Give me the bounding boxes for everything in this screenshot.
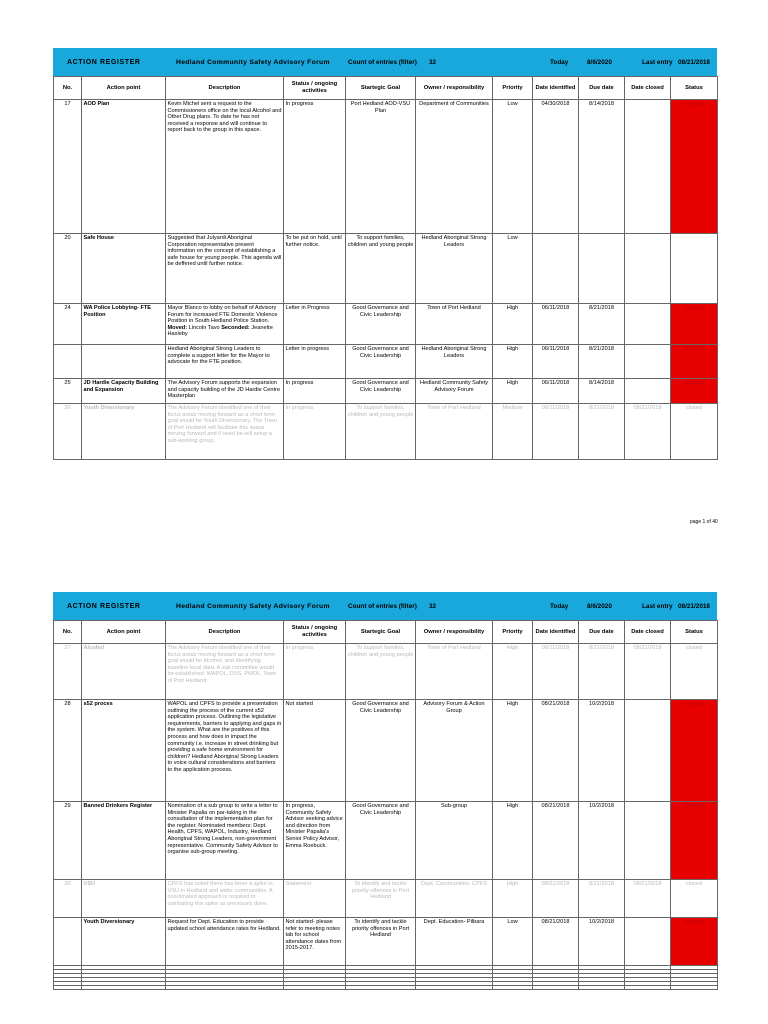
- cell-status-overdue: overdue: [671, 918, 718, 966]
- cell-owner: Dept. Education- Pilbara: [416, 918, 493, 966]
- cell-action: Safe House: [82, 234, 166, 304]
- count-value: 32: [429, 602, 437, 610]
- col-header-strategic-goal: Startegic Goal: [346, 621, 416, 644]
- cell-date-identified: 06/11/2018: [533, 644, 579, 700]
- col-header-action-point: Action point: [82, 77, 166, 100]
- col-header-status-ongoing: Status / ongoing activities: [284, 77, 346, 100]
- cell-priority: Low: [493, 100, 533, 234]
- cell-owner: Hedland Community Safety Advisory Forum: [416, 379, 493, 404]
- cell-due-date: 10/2/2018: [579, 802, 625, 880]
- cell-owner: Advisory Forum & Action Group: [416, 700, 493, 802]
- cell-owner: Town of Port Hedland: [416, 304, 493, 345]
- today-value: 8/6/2020: [587, 58, 612, 66]
- cell-date-identified: 06/11/2018: [533, 345, 579, 379]
- count-value: 32: [429, 58, 437, 66]
- cell-priority: High: [493, 379, 533, 404]
- col-header-due-date: Due date: [579, 77, 625, 100]
- register-label: ACTION REGISTER: [67, 58, 141, 66]
- cell-date-closed: [625, 100, 671, 234]
- cell-status-ongoing: To be put on hold, until further notice.: [284, 234, 346, 304]
- cell-status-overdue: overdue: [671, 700, 718, 802]
- table-row: [54, 700, 718, 802]
- table-row: [54, 644, 718, 700]
- cell-owner: Dept. Communities- CPFS: [416, 880, 493, 918]
- cell-date-closed: 08/21/2018: [625, 404, 671, 460]
- cell-priority: High: [493, 304, 533, 345]
- cell-action: [82, 345, 166, 379]
- cell-description: The Advisory Forum identified one of their focus areas moving forward as a short term goal would be Alcohol, and identifying baseline local data. A sub committee would be established: WAPOL, DSS, PMOL, Town of Port Hedland: [166, 644, 284, 700]
- register-sheet-2: [53, 592, 717, 990]
- cell-date-identified: 06/11/2018: [533, 404, 579, 460]
- cell-date-closed: [625, 345, 671, 379]
- cell-no: [54, 345, 82, 379]
- cell-date-closed: 08/21/2018: [625, 644, 671, 700]
- cell-due-date: [579, 234, 625, 304]
- cell-date-closed: [625, 700, 671, 802]
- cell-status-overdue: overdue: [671, 379, 718, 404]
- action-register-table: [53, 620, 718, 990]
- table-row: [54, 379, 718, 404]
- count-label: Count of entries (filter): [348, 58, 417, 66]
- register-header-bar: [53, 592, 717, 620]
- cell-owner: Sub-group: [416, 802, 493, 880]
- cell-description: WAPOL and CPFS to provide a presentation outlining the process of the current s52 application process. Outlining the legislative requirements, barriers to applying and gaps in the system. What are the positives of this process and how does in impact the community i.e. increase in street drinking but providing a safe home environment for children? Hedland Aboriginal Strong Leaders to voice cultural considerations and barriers to the application process.: [166, 700, 284, 802]
- cell-date-identified: [533, 234, 579, 304]
- col-header-strategic-goal: Startegic Goal: [346, 77, 416, 100]
- cell-status-ongoing: Statement: [284, 880, 346, 918]
- col-header-description: Description: [166, 77, 284, 100]
- register-header-bar: [53, 48, 717, 76]
- forum-title: Hedland Community Safety Advisory Forum: [176, 58, 330, 66]
- cell-status-overdue: overdue: [671, 304, 718, 345]
- cell-date-closed: [625, 234, 671, 304]
- col-header-date-identified: Date identified: [533, 77, 579, 100]
- cell-no: 30: [54, 880, 82, 918]
- cell-action: Youth Diversionary: [82, 918, 166, 966]
- table-header-row: [54, 77, 718, 100]
- today-value: 8/6/2020: [587, 602, 612, 610]
- cell-no: 17: [54, 100, 82, 234]
- today-label: Today: [550, 58, 569, 66]
- cell-action: Banned Drinkers Register: [82, 802, 166, 880]
- cell-priority: Medium: [493, 404, 533, 460]
- register-sheet-1: [53, 48, 717, 460]
- col-header-status: Status: [671, 621, 718, 644]
- table-row: [54, 880, 718, 918]
- cell-priority: High: [493, 644, 533, 700]
- cell-owner: Hedland Aboriginal Strong Leaders: [416, 345, 493, 379]
- cell-status-overdue: overdue: [671, 100, 718, 234]
- page-number: page 1 of 40: [690, 519, 718, 525]
- col-header-date-closed: Date closed: [625, 621, 671, 644]
- cell-no: 20: [54, 234, 82, 304]
- register-label: ACTION REGISTER: [67, 602, 141, 610]
- cell-status-ongoing: Letter in progress: [284, 345, 346, 379]
- cell-no: [54, 918, 82, 966]
- table-row: [54, 100, 718, 234]
- cell-due-date: 8/14/2018: [579, 379, 625, 404]
- cell-priority: Low: [493, 234, 533, 304]
- cell-goal: Good Governance and Civic Leadership: [346, 802, 416, 880]
- cell-action: VSU: [82, 880, 166, 918]
- cell-status-ongoing: Not started: [284, 700, 346, 802]
- cell-priority: High: [493, 880, 533, 918]
- cell-description: Nomination of a sub group to write a letter to Minister Papalia on par-taking in the consultation of the implementation plan for the register. Nominated members: Dept. Health, CPFS, WAPOL, Industry, Hedland Aboriginal Strong Leaders, non-government representative. Community Safety Advisor to organise sub-group meeting.: [166, 802, 284, 880]
- cell-goal: To support families, children and young people: [346, 234, 416, 304]
- cell-status-ongoing: In progress, Community Safety Advisor seeking advice and direction from Minister Papalia's Senior Policy Advisor, Emma Roebuck.: [284, 802, 346, 880]
- cell-due-date: 10/2/2018: [579, 700, 625, 802]
- cell-action: s52 proces: [82, 700, 166, 802]
- action-register-table: [53, 76, 718, 460]
- cell-date-closed: [625, 802, 671, 880]
- cell-priority: High: [493, 345, 533, 379]
- cell-no: 29: [54, 802, 82, 880]
- cell-date-identified: 08/21/2018: [533, 880, 579, 918]
- col-header-date-closed: Date closed: [625, 77, 671, 100]
- cell-date-closed: [625, 379, 671, 404]
- table-row: [54, 345, 718, 379]
- cell-description: Mayor Blanco to lobby on behalf of Advisory Forum for increased FTE Domestic Violence Position in South Hedland Police Station. Moved: Lincoln Tavo Seconded: Jeanette Hasleby: [166, 304, 284, 345]
- col-header-status-ongoing: Status / ongoing activities: [284, 621, 346, 644]
- forum-title: Hedland Community Safety Advisory Forum: [176, 602, 330, 610]
- cell-goal: To identify and tackle priority offences in Port Hedland: [346, 918, 416, 966]
- table-row: [54, 918, 718, 966]
- cell-date-identified: 08/21/2018: [533, 802, 579, 880]
- cell-owner: Department of Communities: [416, 100, 493, 234]
- cell-goal: Port Hedland AOD-VSU Plan: [346, 100, 416, 234]
- col-header-date-identified: Date identified: [533, 621, 579, 644]
- cell-description: Suggested that Julyardi Aboriginal Corporation representative present information on the concept of establishing a safe house for young people. This agenda will be deffered until further notice.: [166, 234, 284, 304]
- today-label: Today: [550, 602, 569, 610]
- cell-description: The Advisory Forum supports the expansion and capacity building of the JD Hardie Centre Masterplan: [166, 379, 284, 404]
- cell-status-ongoing: In progress: [284, 404, 346, 460]
- col-header-action-point: Action point: [82, 621, 166, 644]
- cell-status-ongoing: In progress: [284, 100, 346, 234]
- cell-due-date: 8/21/2018: [579, 644, 625, 700]
- cell-no: 28: [54, 700, 82, 802]
- cell-date-closed: [625, 918, 671, 966]
- col-header-owner: Owner / responsibility: [416, 621, 493, 644]
- col-header-owner: Owner / responsibility: [416, 77, 493, 100]
- cell-action: AOD Plan: [82, 100, 166, 234]
- cell-goal: To support families, children and young people: [346, 644, 416, 700]
- cell-due-date: 8/21/2018: [579, 304, 625, 345]
- cell-status-ongoing: Letter in Progress: [284, 304, 346, 345]
- cell-goal: Good Governance and Civic Leadership: [346, 304, 416, 345]
- cell-no: 26: [54, 404, 82, 460]
- cell-no: 27: [54, 644, 82, 700]
- cell-status: closed: [671, 644, 718, 700]
- cell-date-closed: 08/21/2018: [625, 880, 671, 918]
- cell-date-identified: 08/21/2018: [533, 918, 579, 966]
- cell-due-date: 8/21/2018: [579, 345, 625, 379]
- cell-date-identified: 08/21/2018: [533, 700, 579, 802]
- table-row: [54, 404, 718, 460]
- cell-status-ongoing: In progress: [284, 644, 346, 700]
- cell-due-date: 8/14/2018: [579, 100, 625, 234]
- cell-description: The Advisory Forum identified one of their focus areas moving forward as a short term goal would be Youth Diversionary. The Town of Port Hedland will facilitate this space moving forward and if need be will setup a sub-working group.: [166, 404, 284, 460]
- cell-priority: High: [493, 802, 533, 880]
- cell-date-identified: 04/30/2018: [533, 100, 579, 234]
- cell-description: Hedland Aboriginal Strong Leaders to complete a support letter for the Mayor to advocate for the FTE position.: [166, 345, 284, 379]
- cell-goal: Good Governance and Civic Leadership: [346, 345, 416, 379]
- cell-priority: High: [493, 700, 533, 802]
- cell-due-date: 8/21/2018: [579, 880, 625, 918]
- cell-description: Request for Dept. Education to provide updated school attendance rates for Hedland.: [166, 918, 284, 966]
- last-entry-label: Last entry: [642, 602, 673, 610]
- col-header-priority: Priority: [493, 621, 533, 644]
- cell-goal: Good Governance and Civic Leadership: [346, 379, 416, 404]
- cell-date-closed: [625, 304, 671, 345]
- cell-action: JD Hardie Capacity Building and Expansion: [82, 379, 166, 404]
- cell-description: Kevin Michel sent a request to the Commissioners office on the local Alcohol and Other Drug plans. To date he has not received a response and will continue to report back to the group in this space.: [166, 100, 284, 234]
- cell-status: closed: [671, 404, 718, 460]
- cell-status-overdue: overdue: [671, 345, 718, 379]
- cell-status: closed: [671, 880, 718, 918]
- col-header-no: No.: [54, 77, 82, 100]
- cell-goal: To support families, children and young people: [346, 404, 416, 460]
- col-header-status: Status: [671, 77, 718, 100]
- col-header-due-date: Due date: [579, 621, 625, 644]
- cell-owner: Town of Port Hedland: [416, 644, 493, 700]
- table-row: [54, 234, 718, 304]
- cell-no: 24: [54, 304, 82, 345]
- last-entry-value: 08/21/2018: [678, 58, 710, 66]
- cell-status: [671, 234, 718, 304]
- cell-date-identified: 06/11/2018: [533, 379, 579, 404]
- cell-due-date: 8/21/2018: [579, 404, 625, 460]
- cell-action: Alcohol: [82, 644, 166, 700]
- col-header-no: No.: [54, 621, 82, 644]
- table-row: [54, 304, 718, 345]
- cell-action: Youth Diversionary: [82, 404, 166, 460]
- col-header-priority: Priority: [493, 77, 533, 100]
- cell-due-date: 10/2/2018: [579, 918, 625, 966]
- cell-status-overdue: overdue: [671, 802, 718, 880]
- cell-status-ongoing: In progress: [284, 379, 346, 404]
- col-header-description: Description: [166, 621, 284, 644]
- table-header-row: [54, 621, 718, 644]
- cell-description: CPFS has noted there has been a spike in VSU in Hedland and wider communities. A coordinated approach is required to combating this spike as previously done.: [166, 880, 284, 918]
- last-entry-label: Last entry: [642, 58, 673, 66]
- last-entry-value: 08/21/2018: [678, 602, 710, 610]
- cell-status-ongoing: Not started- please refer to meeting notes tab for school attendance dates from 2015-2017.: [284, 918, 346, 966]
- cell-date-identified: 06/11/2018: [533, 304, 579, 345]
- cell-goal: To identify and tackle priority offences in Port Hedland: [346, 880, 416, 918]
- cell-no: 25: [54, 379, 82, 404]
- count-label: Count of entries (filter): [348, 602, 417, 610]
- empty-row: [54, 986, 718, 990]
- cell-owner: Hedland Aboriginal Strong Leaders: [416, 234, 493, 304]
- cell-action: WA Police Lobbying- FTE Position: [82, 304, 166, 345]
- cell-priority: Low: [493, 918, 533, 966]
- cell-owner: Town of Port Hedland: [416, 404, 493, 460]
- table-row: [54, 802, 718, 880]
- cell-goal: Good Governance and Civic Leadership: [346, 700, 416, 802]
